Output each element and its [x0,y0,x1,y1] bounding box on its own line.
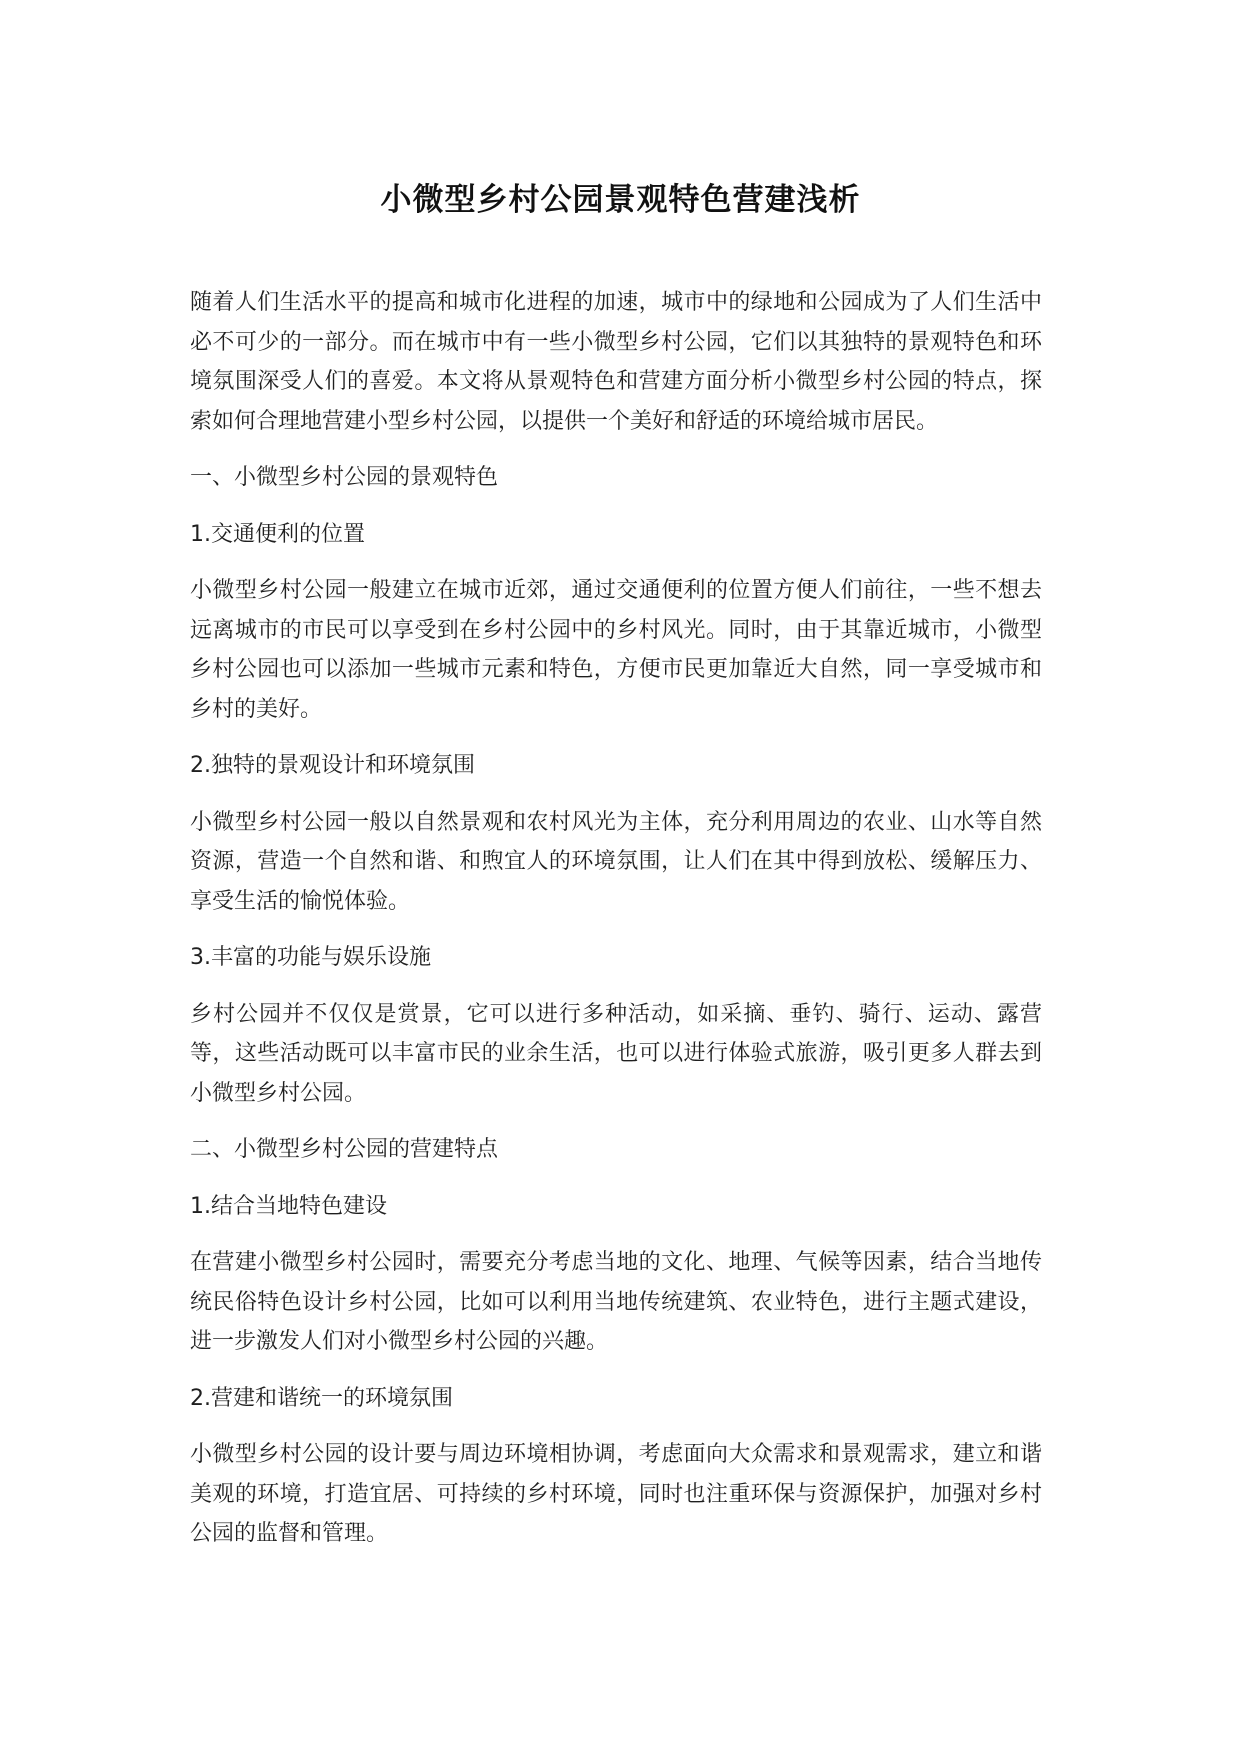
paragraph-1-3: 乡村公园并不仅仅是赏景，它可以进行多种活动，如采摘、垂钓、骑行、运动、露营等，这些活动既可以丰富市民的业余生活，也可以进行体验式旅游，吸引更多人群去到小微型乡村公园。 [190,1001,1042,1106]
subheading-1-3: 3.丰富的功能与娱乐设施 [190,945,431,970]
paragraph-2-2: 小微型乡村公园的设计要与周边环境相协调，考虑面向大众需求和景观需求，建立和谐美观的环境，打造宜居、可持续的乡村环境，同时也注重环保与资源保护，加强对乡村公园的监督和管理。 [190,1442,1042,1546]
paragraph-1-2: 小微型乡村公园一般以自然景观和农村风光为主体，充分利用周边的农业、山水等自然资源，营造一个自然和谐、和煦宜人的环境氛围，让人们在其中得到放松、缓解压力、享受生活的愉悦体验。 [190,809,1042,914]
subheading-2-1: 1.结合当地特色建设 [190,1193,387,1219]
subheading-1-1: 1.交通便利的位置 [190,521,365,547]
paragraph-2-1: 在营建小微型乡村公园时，需要充分考虑当地的文化、地理、气候等因素，结合当地传统民俗特色设计乡村公园，比如可以利用当地传统建筑、农业特色，进行主题式建设，进一步激发人们对小微型乡村公园的兴趣。 [190,1250,1042,1354]
section-heading-2: 二、小微型乡村公园的营建特点 [190,1137,499,1162]
paragraph-1-1: 小微型乡村公园一般建立在城市近郊，通过交通便利的位置方便人们前往，一些不想去远离城市的市民可以享受到在乡村公园中的乡村风光。同时，由于其靠近城市，小微型乡村公园也可以添加一些城市元素和特色，方便市民更加靠近大自然，同一享受城市和乡村的美好。 [190,578,1042,722]
section-heading-1: 一、小微型乡村公园的景观特色 [190,465,499,490]
intro-paragraph: 随着人们生活水平的提高和城市化进程的加速，城市中的绿地和公园成为了人们生活中必不可少的一部分。而在城市中有一些小微型乡村公园，它们以其独特的景观特色和环境氛围深受人们的喜爱。本文将从景观特色和营建方面分析小微型乡村公园的特点，探索如何合理地营建小型乡村公园，以提供一个美好和舒适的环境给城市居民。 [190,290,1042,434]
document-body [190,283,1042,1571]
subheading-1-2: 2.独特的景观设计和环境氛围 [190,753,475,778]
document-title: 小微型乡村公园景观特色营建浅析 [380,182,861,218]
subheading-2-2: 2.营建和谐统一的环境氛围 [190,1385,453,1411]
